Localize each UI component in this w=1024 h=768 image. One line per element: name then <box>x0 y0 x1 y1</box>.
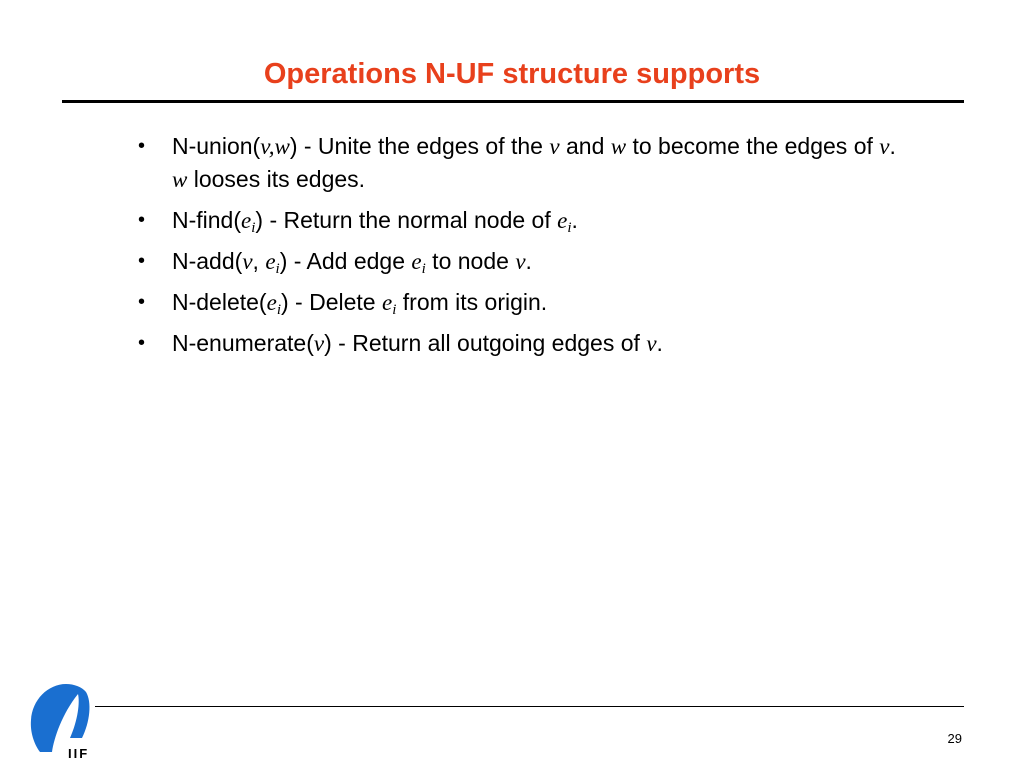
math-variable: v <box>242 249 253 274</box>
bullet-item <box>138 130 898 196</box>
bullet-text: looses its edges. <box>187 166 366 192</box>
bullet-text: N-find( <box>172 207 242 233</box>
bullet-text: ) - Add edge <box>279 248 412 274</box>
bullet-text: ) - Unite the edges of the <box>289 133 550 159</box>
title-divider <box>62 100 964 103</box>
math-variable: e <box>266 290 277 315</box>
footer-divider <box>95 706 964 707</box>
math-subscript: i <box>392 302 397 318</box>
page-number: 29 <box>947 731 962 746</box>
bullet-text: to become the edges of <box>626 133 880 159</box>
bullet-text: to node <box>425 248 516 274</box>
math-term <box>611 134 626 159</box>
math-term <box>260 134 269 159</box>
math-term <box>241 208 256 236</box>
math-term <box>515 249 525 274</box>
math-variable: v <box>260 134 269 159</box>
math-subscript: i <box>251 220 256 236</box>
bullet-text: ) - Return all outgoing edges of <box>324 330 647 356</box>
bullet-item <box>138 327 898 360</box>
logo-mark <box>31 684 90 752</box>
math-term <box>411 249 426 277</box>
math-variable: v <box>879 134 890 159</box>
math-variable: e <box>557 208 568 233</box>
math-subscript: i <box>275 261 280 277</box>
math-variable: e <box>411 249 422 274</box>
math-term <box>265 249 280 277</box>
math-variable: w <box>274 134 290 159</box>
bullet-dot-icon: • <box>138 250 146 272</box>
math-term <box>172 167 187 192</box>
math-variable: w <box>610 134 627 159</box>
iif-logo <box>26 680 96 760</box>
bullet-text: N-delete( <box>172 289 267 315</box>
bullet-list <box>138 130 898 368</box>
math-variable: v <box>313 331 325 356</box>
bullet-text: N-union( <box>172 133 261 159</box>
math-subscript: i <box>421 261 426 277</box>
math-term <box>879 134 889 159</box>
math-variable: v <box>549 134 560 159</box>
math-term <box>314 331 324 356</box>
bullet-item <box>138 286 898 319</box>
bullet-text: , <box>252 248 266 274</box>
math-term <box>646 331 656 356</box>
bullet-text: . <box>525 248 532 274</box>
bullet-dot-icon: • <box>138 332 146 354</box>
math-term <box>274 134 289 159</box>
bullet-text: N-enumerate( <box>172 330 314 356</box>
math-subscript: i <box>567 220 572 236</box>
logo-text: IIF <box>68 746 90 760</box>
math-variable: e <box>265 249 276 274</box>
bullet-text: from its origin. <box>396 289 548 315</box>
math-variable: , <box>268 134 275 159</box>
math-term <box>549 134 559 159</box>
bullet-dot-icon: • <box>138 135 146 157</box>
bullet-dot-icon: • <box>138 291 146 313</box>
math-term <box>242 249 252 274</box>
math-term <box>557 208 572 236</box>
bullet-item <box>138 245 898 278</box>
math-variable: v <box>515 249 526 274</box>
bullet-text: . <box>889 133 896 159</box>
math-variable: e <box>241 208 252 233</box>
math-term <box>381 290 397 318</box>
bullet-text: . <box>656 330 663 356</box>
math-variable: e <box>381 290 393 315</box>
math-variable: w <box>172 167 188 192</box>
bullet-item <box>138 204 898 237</box>
bullet-text: N-add( <box>172 248 243 274</box>
math-variable: v <box>646 331 657 356</box>
slide-title: Operations N-UF structure supports <box>263 58 761 90</box>
math-subscript: i <box>276 302 281 318</box>
bullet-text: ) - Return the normal node of <box>255 207 558 233</box>
bullet-text: and <box>559 133 611 159</box>
math-term <box>266 290 281 318</box>
bullet-text: . <box>571 207 578 233</box>
bullet-dot-icon: • <box>138 209 146 231</box>
bullet-text: ) - Delete <box>281 289 382 315</box>
